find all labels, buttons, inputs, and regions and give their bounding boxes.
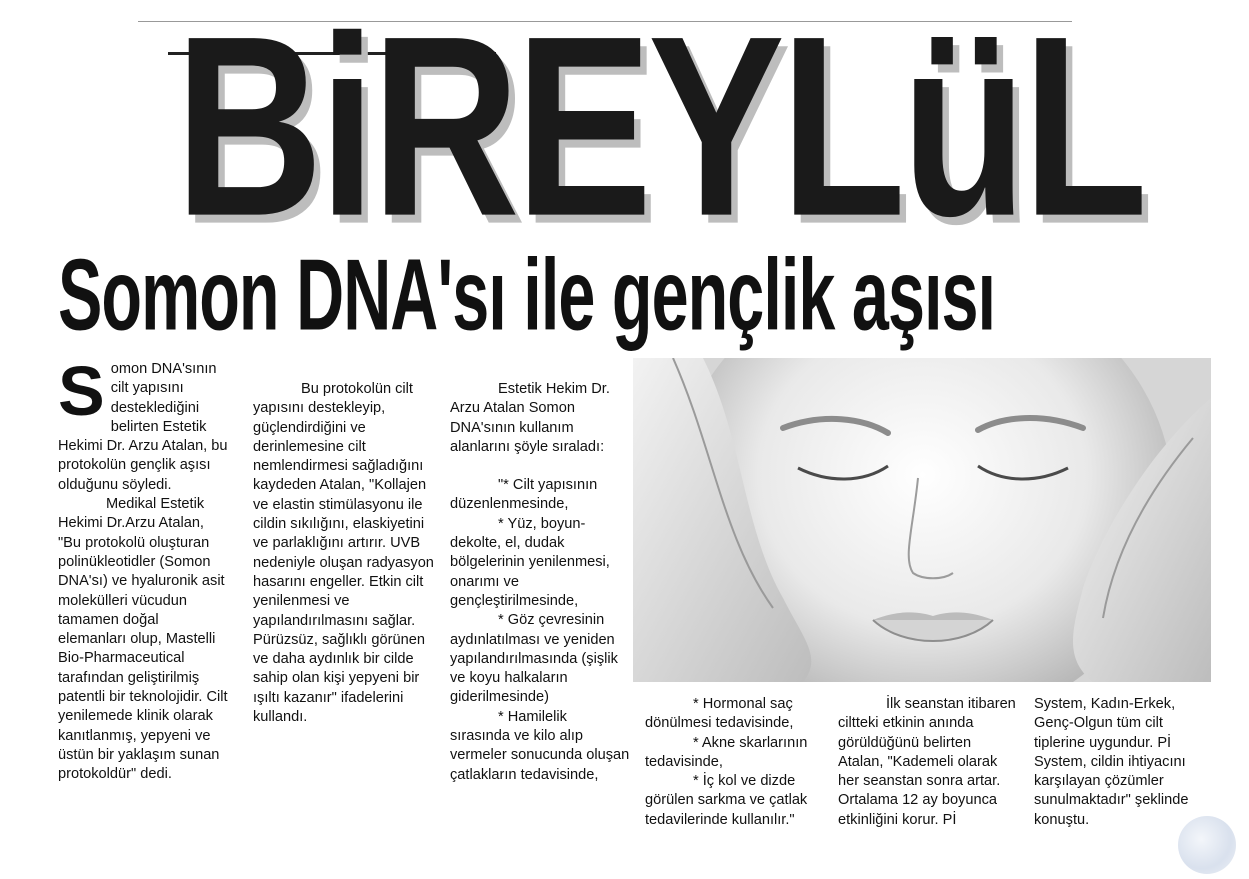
col3-para-5: * Hamilelik sırasında ve kilo alıp vermeler sonucunda oluşan çatlakların tedavisinde, — [450, 708, 630, 783]
article-column-1 — [58, 352, 230, 785]
col6-para-1: System, Kadın-Erkek, Genç-Olgun tüm cilt tiplerine uygundur. Pİ System, cildin ihtiyacını karşılayan çözümler sunulmaktadır" şeklinde konuştu. — [1034, 696, 1189, 828]
headline — [58, 238, 1218, 352]
col3-para-4: * Göz çevresinin aydınlatılması ve yeniden yapılandırılmasında (şişlik ve koyu halkaların giderilmesinde) — [450, 612, 618, 706]
col4-para-2: * Akne skarlarının tedavisinde, — [645, 734, 808, 770]
headline-text: Somon DNA'sı ile gençlik aşısı — [58, 238, 996, 352]
masthead — [175, 0, 1144, 270]
masthead-title: BiREYLüL — [175, 0, 1144, 270]
article-column-6 — [1034, 695, 1209, 830]
article-column-2 — [253, 380, 443, 727]
watermark-logo — [1178, 816, 1236, 874]
article-column-4 — [645, 695, 815, 830]
face-photo — [633, 358, 1211, 682]
col1-para-1: omon DNA'sının cilt yapısını desteklediğini belirten Estetik Hekimi Dr. Arzu Atalan, bu protokolün gençlik aşısı olduğunu söyledi. — [58, 361, 228, 493]
col3-para-3: * Yüz, boyun-dekolte, el, dudak bölgelerinin yenilenmesi, onarımı ve gençleştirilmesinde, — [450, 515, 610, 609]
article-column-3 — [450, 380, 630, 785]
drop-cap: S — [58, 352, 105, 430]
article-column-5 — [838, 695, 1018, 830]
col3-para-1: Estetik Hekim Dr. Arzu Atalan Somon DNA'sının kullanım alanlarını şöyle sıraladı: — [450, 381, 610, 455]
col5-para-1: İlk seanstan itibaren ciltteki etkinin anında görüldüğünü belirten Atalan, "Kademeli olarak her seanstan sonra artar. Ortalama 12 ay boyunca etkinliğini korur. Pİ — [838, 696, 1016, 828]
col2-para-1: Bu protokolün cilt yapısını destekleyip, güçlendirdiğini ve derinlemesine cilt nemlendirmesi sağladığını kaydeden Atalan, "Kollajen ve elastin stimülasyonu ile cildin sıkılığını, elaskiyetini ve parlaklığını artırır. UVB nedeniyle oluşan radyasyon hasarını engeller. Etkin cilt yenilenmesi ve yapılandırılmasını sağlar. Pürüzsüz, sağlıklı görünen ve daha aydınlık bir cilde sahip olan kişi yepyeni bir ışıltı kazanır" ifadelerini kullandı. — [253, 381, 434, 726]
col4-para-3: * İç kol ve dizde görülen sarkma ve çatlak tedavilerinde kullanılır." — [645, 773, 808, 828]
col3-para-2: "* Cilt yapısının düzenlenmesinde, — [450, 477, 598, 513]
col4-para-1: * Hormonal saç dönülmesi tedavisinde, — [645, 696, 794, 732]
col1-para-2: Medikal Estetik Hekimi Dr.Arzu Atalan, "Bu protokolü oluşturan polinükleotidler (Somon DNA'sı) ve hyaluronik asit molekülleri vücudun tamamen doğal elemanları olup, Mastelli Bio-Pharmaceutical tarafından geliştirilmiş patentli bir teknolojidir. Cilt yenilemede klinik olarak kanıtlanmış, yepyeni ve üstün bir yaklaşım sunan protokoldür" dedi. — [58, 496, 228, 783]
